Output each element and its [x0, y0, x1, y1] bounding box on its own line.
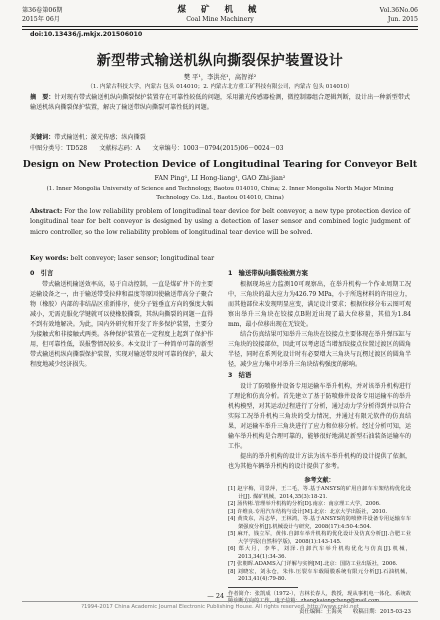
abstract-en-label: Abstract: — [30, 208, 63, 215]
article-title-cn: 新型带式输送机纵向撕裂保护装置设计 — [96, 53, 344, 69]
section-title-conclusion: 3 结语 — [228, 372, 252, 379]
note-divider — [228, 587, 298, 588]
header-date-cn: 2015年 06月 — [22, 16, 60, 23]
author-note: 作者简介：张凯成（1972-），吉林长春人，教授，现从事机电一体化、系统故障诊断方向的工作，电子信箱：zhangkaiongcheng@mail.com. — [228, 590, 411, 604]
reference-item: [3] 许维良.专用汽车结构与设计[M].北京：北京大学出版社，2010. — [228, 508, 388, 515]
keywords-cn — [30, 133, 410, 143]
abstract-en — [30, 207, 410, 238]
reference-item: [8] 刘晓宏，刘永仓，朱伟.压裂车车载隔膜系统有限元分析[J].石油机械，2013,41(4):79-80. — [228, 568, 411, 582]
header-rule-thin — [22, 29, 418, 30]
paragraph-conclusion-1: 设计了防喷修井设备专用运输车举升机构，并对该举升机构进行了理论和仿真分析。首先建立了基于防喷修井设备专用运输车的举升机构模型，对其运动过程进行了分析，通过动力学分析得到并以符合实际工况举升机构三角块的受力情况，并通过有限元软件的仿真结果，对运输车举升三角块进行了应力和位移分析。经过分析可知，运输车举升机构是合理可靠的，能够很好地满足新型石油装备运输车的工作。 — [228, 383, 411, 450]
paragraph-conclusion-2: 提出的举升机构的设计方法为该车举升机构的设计提供了依据，也为其他车辆举升机构的设计提供了参考。 — [228, 453, 411, 470]
keywords-en-label: Key words: — [30, 255, 69, 262]
reference-item: [5] 麻开，钱立军，黄伟.自卸车举升机构的优化设计及仿真分析[J].合肥工业大学学报(自然科学版)，2008(1):143-145. — [228, 531, 411, 545]
keywords-cn-label: 关键词： — [30, 134, 55, 141]
affiliations-en: (1. Inner Mongolia University of Science and Technology, Baotou 014010, China; 2. Inner Mongolia North Major Mining Technology Co. Ltd., Baotou 014010, China) — [46, 186, 394, 201]
header-rule — [22, 26, 418, 27]
section-title-1: 1 输送带纵向撕裂检测方案 — [228, 270, 308, 277]
journal-name-en: Coal Mine Machinery — [186, 16, 254, 23]
keywords-en — [30, 254, 410, 264]
abstract-cn-label: 摘 要： — [30, 94, 55, 101]
abstract-en-text: For the low reliability problem of longitudinal tear device for belt conveyor, a new type protection device of longitudinal tear for belt conveyor is designed by using a detection of laser sensor and combined logic judgment of micro controller, so the low reliability problem of longitudinal tear device will be solved. — [30, 208, 410, 236]
article-title-en: Design on New Protection Device of Longitudinal Tearing for Conveyor Belt — [22, 159, 418, 170]
reference-list — [228, 486, 411, 584]
reference-item: [2] 汤传彬.管理举升机构的分析[D].南京：南京理工大学，2006. — [228, 501, 381, 507]
body-column-left — [30, 268, 213, 370]
page-number: — 24 — — [207, 592, 233, 600]
section-title-intro: 0 引言 — [30, 270, 54, 277]
reference-item: [6] 郑大月，李华，刘泽.自卸汽车举升机构优化与仿真[J].机械，2013,34(1):34-36. — [228, 546, 411, 560]
footer-rule — [22, 601, 418, 602]
header-volume-cn: 第36卷第06期 — [22, 7, 63, 14]
header-date-en: Jun. 2015 — [387, 16, 418, 23]
paragraph-s1-1: 根据现场应力监测10可观察出，在举升机构一个作业周期工况中，三角块的最大应力为426.79 MPa，小于所选材料的许用应力，而其他部位未发现明显应变，满足设计要求；根据位移分布云图可观察出举升三角块在铰接点B附近出现了最大位移量，其值为1.84 mm，最小位移出现在无铰处。 — [228, 281, 411, 328]
header-volume-en: Vol.36No.06 — [379, 7, 418, 14]
abstract-cn — [30, 93, 410, 112]
keywords-en-text: belt conveyor; laser sensor; longitudinal tear — [70, 255, 215, 262]
keywords-cn-text: 带式输送机；激光传感；纵向撕裂 — [54, 134, 146, 141]
doi[interactable]: doi:10.13436/j.mkjx.201506010 — [30, 31, 143, 38]
reference-item: [1] 赵宇梅，司景萍，王二毛，等.基于ANSYS的矿用自卸车车架结构优化设计[J]. 煤矿机械，2014,35(3):18-21. — [228, 486, 411, 500]
reference-item: [4] 黄贵东，冯志华，王林鸿，等.基于ANSYS的防喷修井设备专用运输车车架强度分析[J].机械设计与研究，2008(17):4:50-4:504. — [228, 516, 411, 530]
journal-name-cn: 煤 矿 机 械 — [177, 5, 263, 15]
classification-cn: 中图分类号：TD528 文献标志码：A 文章编号：1003－0794(2015)06－0024－03 — [30, 145, 284, 152]
header-right — [380, 6, 418, 24]
editor-received-date: 责任编辑：王海英 收稿日期：2015-03-23 — [299, 609, 411, 616]
paragraph-intro: 带式输送机输送效率高，易于自动控制，一直是煤矿井下的主要运输设备之一，由于输送带受拉伸和温度等原因使输送带高分子聚合物（橡胶）内部的非结晶区重新排序，使分子链垂直方向的强度大幅减小，无需克服化学键就可以使橡胶撕裂，其纵向撕裂的问题一直得不到有效地解决。为此，国内外研究和开发了许多保护装置，主要分为接触式和非接触式两类。各种保护装置在一定程度上起到了保护作用，但可靠性低，误报警情况较多。本文设计了一种简单可靠的新型带式输送机纵向撕裂保护装置，实现对输送带及时可靠的保护，最大程度地减少经济损失。 — [30, 281, 213, 368]
authors-en: FAN Ping¹, LI Hong-liang¹, GAO Zhi-jian² — [154, 175, 286, 182]
body-column-right — [228, 268, 411, 617]
affiliations-cn: （1. 内蒙古科技大学，内蒙古 包头 014010；2. 内蒙古北方重工矿科技有限公司，内蒙古 包头 014010） — [87, 84, 353, 90]
copyright-footer: ?1994-2017 China Academic Journal Electronic Publishing House. All rights reserved. http://www.cnki.net — [81, 604, 359, 610]
authors-cn: 樊 平¹，李洪亮¹，高智祥² — [183, 74, 257, 81]
references-title: 参考文献： — [304, 477, 335, 484]
abstract-cn-text: 针对现有带式输送机纵向撕裂保护装置存在可靠性较低的问题，采用激光传感器检测，微控制器组合逻辑判断，设计出一种新型带式输送机纵向撕裂保护装置，解决了输送带纵向撕裂可靠性低的问题。 — [30, 94, 411, 111]
paragraph-s1-2: 结合仿真结果可知举升三角块在铰接点主要体现在举升弹压缸与三角块的铰接部位，因此可以考虑适当增加铰接点位置过渡区的圆角半径，同时在系列化设计时有必要增大三角块与瓦楞过渡区的圆角半径，减少应力集中对举升三角块结构强度的影响。 — [228, 331, 411, 368]
header-center — [22, 6, 418, 24]
reference-item: [7] 张朝晖.ADAMS入门详解与实例[M].北京：国防工业出版社，2006. — [228, 561, 398, 567]
